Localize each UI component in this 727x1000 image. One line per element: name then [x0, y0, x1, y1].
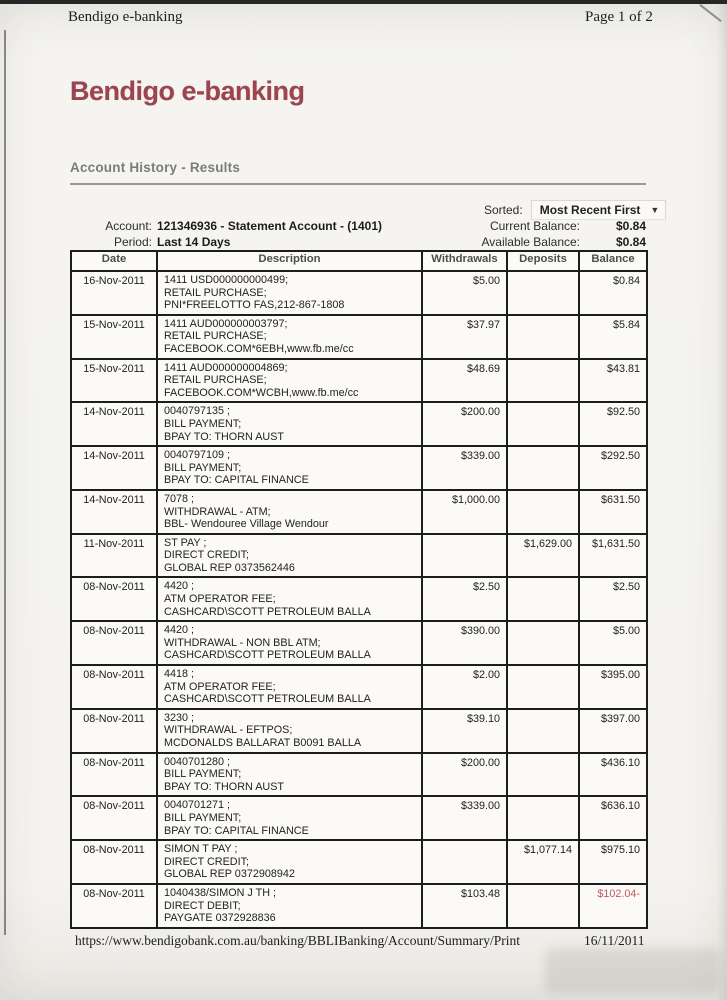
account-value: 121346936 - Statement Account - (1401) — [157, 219, 382, 233]
cell-date: 14-Nov-2011 — [71, 402, 157, 446]
cell-description — [157, 840, 422, 884]
table-row — [71, 271, 647, 315]
col-header-deposits: Deposits — [507, 251, 579, 271]
description-line: MCDONALDS BALLARAT B0091 BALLA — [164, 737, 362, 749]
table-row — [71, 884, 647, 928]
cell-date: 11-Nov-2011 — [71, 534, 157, 578]
description-line: BILL PAYMENT; — [164, 768, 242, 781]
cell-balance: $292.50 — [579, 446, 647, 490]
table-row — [71, 359, 647, 403]
description-line: 0040797135 ; — [164, 405, 231, 418]
description-line: 4418 ; — [164, 668, 195, 681]
available-balance-label: Available Balance: — [481, 235, 580, 249]
description-line: BILL PAYMENT; — [164, 461, 242, 474]
description-line: BBL- Wendouree Village Wendour — [164, 518, 329, 531]
cell-deposit — [507, 621, 579, 665]
cell-deposit — [507, 796, 579, 840]
description-line: PAYGATE 0372928836 — [164, 912, 276, 925]
cell-balance: $5.00 — [579, 621, 647, 665]
cell-withdrawal: $39.10 — [422, 709, 507, 753]
scan-ghosting — [545, 948, 720, 993]
sort-label: Sorted: — [484, 203, 523, 217]
table-header-row — [71, 251, 647, 271]
cell-date: 15-Nov-2011 — [71, 315, 157, 359]
description-line: 1411 AUD000000004869; — [164, 361, 288, 374]
cell-balance: $436.10 — [579, 753, 647, 797]
cell-date: 08-Nov-2011 — [71, 840, 157, 884]
cell-date: 08-Nov-2011 — [71, 665, 157, 709]
cell-date: 08-Nov-2011 — [71, 796, 157, 840]
cell-balance: $5.84 — [579, 315, 647, 359]
cell-description — [157, 359, 422, 403]
cell-description — [157, 446, 422, 490]
description-line: RETAIL PURCHASE; — [164, 374, 267, 387]
sort-control — [484, 200, 666, 220]
table-row — [71, 577, 647, 621]
heading-divider — [70, 183, 646, 185]
table-row — [71, 709, 647, 753]
col-header-description: Description — [157, 251, 422, 271]
cell-balance: $975.10 — [579, 840, 647, 884]
cell-balance: $397.00 — [579, 709, 647, 753]
sort-dropdown-value: Most Recent First — [539, 203, 641, 217]
bendigo-logo: Bendigo e-banking — [70, 76, 305, 106]
cell-deposit: $1,629.00 — [507, 534, 579, 578]
description-line: RETAIL PURCHASE; — [164, 286, 267, 299]
cell-balance: $631.50 — [579, 490, 647, 534]
description-line: BPAY TO: THORN AUST — [164, 780, 284, 793]
cell-balance: $636.10 — [579, 796, 647, 840]
cell-deposit — [507, 753, 579, 797]
current-balance-row — [406, 219, 646, 233]
period-label: Period: — [113, 235, 152, 249]
cell-balance: $102.04- — [579, 884, 647, 928]
cell-description — [157, 796, 422, 840]
description-line: CASHCARD\SCOTT PETROLEUM BALLA — [164, 649, 371, 662]
description-line: RETAIL PURCHASE; — [164, 330, 267, 343]
description-line: ATM OPERATOR FEE; — [164, 593, 276, 606]
cell-description — [157, 753, 422, 797]
cell-date: 08-Nov-2011 — [71, 884, 157, 928]
table-row — [71, 490, 647, 534]
description-line: GLOBAL REP 0372908942 — [164, 868, 295, 881]
description-line: 0040701280 ; — [164, 755, 231, 768]
chevron-down-icon: ▼ — [650, 204, 660, 215]
table-row — [71, 621, 647, 665]
cell-deposit — [507, 402, 579, 446]
cell-withdrawal: $2.50 — [422, 577, 507, 621]
cell-withdrawal: $200.00 — [422, 753, 507, 797]
cell-description — [157, 534, 422, 578]
current-balance-label: Current Balance: — [489, 219, 580, 233]
scan-edge-right — [717, 0, 727, 1000]
description-line: BILL PAYMENT; — [164, 811, 242, 824]
page-title: Account History - Results — [70, 160, 241, 175]
cell-withdrawal — [422, 840, 507, 884]
cell-date: 14-Nov-2011 — [71, 446, 157, 490]
cell-description — [157, 402, 422, 446]
description-line: BPAY TO: CAPITAL FINANCE — [164, 824, 309, 837]
cell-withdrawal — [422, 534, 507, 578]
account-info-row — [62, 219, 382, 233]
description-line: DIRECT CREDIT; — [164, 855, 249, 868]
description-line: 1411 AUD000000003797; — [164, 317, 288, 330]
cell-date: 14-Nov-2011 — [71, 490, 157, 534]
cell-deposit — [507, 359, 579, 403]
table-row — [71, 796, 647, 840]
cell-balance: $395.00 — [579, 665, 647, 709]
description-line: CASHCARD\SCOTT PETROLEUM BALLA — [164, 693, 371, 706]
cell-deposit — [507, 271, 579, 315]
table-row — [71, 753, 647, 797]
cell-deposit — [507, 577, 579, 621]
cell-balance: $92.50 — [579, 402, 647, 446]
table-row — [71, 402, 647, 446]
cell-deposit — [507, 709, 579, 753]
cell-withdrawal: $200.00 — [422, 402, 507, 446]
cell-date: 08-Nov-2011 — [71, 621, 157, 665]
sort-dropdown[interactable] — [531, 200, 667, 220]
description-line: 7078 ; — [164, 492, 195, 505]
cell-date: 08-Nov-2011 — [71, 709, 157, 753]
period-value: Last 14 Days — [157, 235, 231, 249]
transactions-table — [70, 250, 648, 929]
cell-withdrawal: $48.69 — [422, 359, 507, 403]
cell-description — [157, 665, 422, 709]
cell-withdrawal: $390.00 — [422, 621, 507, 665]
cell-deposit — [507, 446, 579, 490]
description-line: 1040438/SIMON J TH ; — [164, 886, 277, 899]
description-line: WITHDRAWAL - NON BBL ATM; — [164, 636, 321, 649]
cell-deposit — [507, 665, 579, 709]
cell-description — [157, 315, 422, 359]
cell-withdrawal: $103.48 — [422, 884, 507, 928]
cell-balance: $43.81 — [579, 359, 647, 403]
cell-balance: $1,631.50 — [579, 534, 647, 578]
available-balance-value: $0.84 — [615, 235, 646, 249]
description-line: PNI*FREELOTTO FAS,212-867-1808 — [164, 299, 345, 312]
print-header-page-number: Page 1 of 2 — [585, 9, 653, 25]
print-footer-url: https://www.bendigobank.com.au/banking/BBLIBanking/Account/Summary/Print — [75, 933, 520, 948]
print-footer-date: 16/11/2011 — [584, 933, 645, 948]
col-header-balance: Balance — [579, 251, 647, 271]
description-line: 0040797109 ; — [164, 449, 231, 462]
description-line: 0040701271 ; — [164, 799, 231, 812]
description-line: BILL PAYMENT; — [164, 417, 242, 430]
cell-withdrawal: $5.00 — [422, 271, 507, 315]
cell-balance: $2.50 — [579, 577, 647, 621]
cell-deposit — [507, 490, 579, 534]
current-balance-value: $0.84 — [615, 219, 646, 233]
table-row — [71, 315, 647, 359]
description-line: FACEBOOK.COM*6EBH,www.fb.me/cc — [164, 342, 354, 355]
description-line: BPAY TO: THORN AUST — [164, 430, 284, 443]
period-info-row — [62, 235, 230, 249]
table-row — [71, 665, 647, 709]
description-line: CASHCARD\SCOTT PETROLEUM BALLA — [164, 605, 371, 618]
table-row — [71, 840, 647, 884]
table-row — [71, 534, 647, 578]
print-header-title: Bendigo e-banking — [68, 9, 183, 25]
description-line: ST PAY ; — [164, 536, 207, 549]
scan-edge-top — [0, 0, 727, 4]
cell-date: 08-Nov-2011 — [71, 577, 157, 621]
cell-withdrawal: $1,000.00 — [422, 490, 507, 534]
description-line: GLOBAL REP 0373562446 — [164, 561, 295, 574]
description-line: 4420 ; — [164, 624, 195, 637]
description-line: DIRECT DEBIT; — [164, 899, 241, 912]
cell-withdrawal: $37.97 — [422, 315, 507, 359]
col-header-withdrawals: Withdrawals — [422, 251, 507, 271]
description-line: 3230 ; — [164, 711, 195, 724]
cell-description — [157, 271, 422, 315]
cell-description — [157, 709, 422, 753]
description-line: 1411 USD000000000499; — [164, 274, 289, 286]
cell-description — [157, 577, 422, 621]
available-balance-row — [406, 235, 646, 249]
col-header-date: Date — [71, 251, 157, 271]
cell-withdrawal: $339.00 — [422, 796, 507, 840]
description-line: WITHDRAWAL - EFTPOS; — [164, 724, 293, 737]
table-row — [71, 446, 647, 490]
cell-description — [157, 490, 422, 534]
description-line: WITHDRAWAL - ATM; — [164, 505, 271, 518]
account-label: Account: — [105, 219, 152, 233]
cell-date: 16-Nov-2011 — [71, 271, 157, 315]
cell-withdrawal: $339.00 — [422, 446, 507, 490]
cell-deposit — [507, 884, 579, 928]
description-line: BPAY TO: CAPITAL FINANCE — [164, 474, 309, 487]
cell-withdrawal: $2.00 — [422, 665, 507, 709]
description-line: SIMON T PAY ; — [164, 843, 238, 856]
description-line: FACEBOOK.COM*WCBH,www.fb.me/cc — [164, 386, 359, 399]
cell-description — [157, 621, 422, 665]
description-line: 4420 ; — [164, 580, 195, 593]
cell-deposit: $1,077.14 — [507, 840, 579, 884]
cell-description — [157, 884, 422, 928]
description-line: ATM OPERATOR FEE; — [164, 680, 276, 693]
description-line: DIRECT CREDIT; — [164, 549, 249, 562]
cell-date: 15-Nov-2011 — [71, 359, 157, 403]
cell-date: 08-Nov-2011 — [71, 753, 157, 797]
cell-balance: $0.84 — [579, 271, 647, 315]
scan-edge-left — [4, 30, 6, 935]
cell-deposit — [507, 315, 579, 359]
